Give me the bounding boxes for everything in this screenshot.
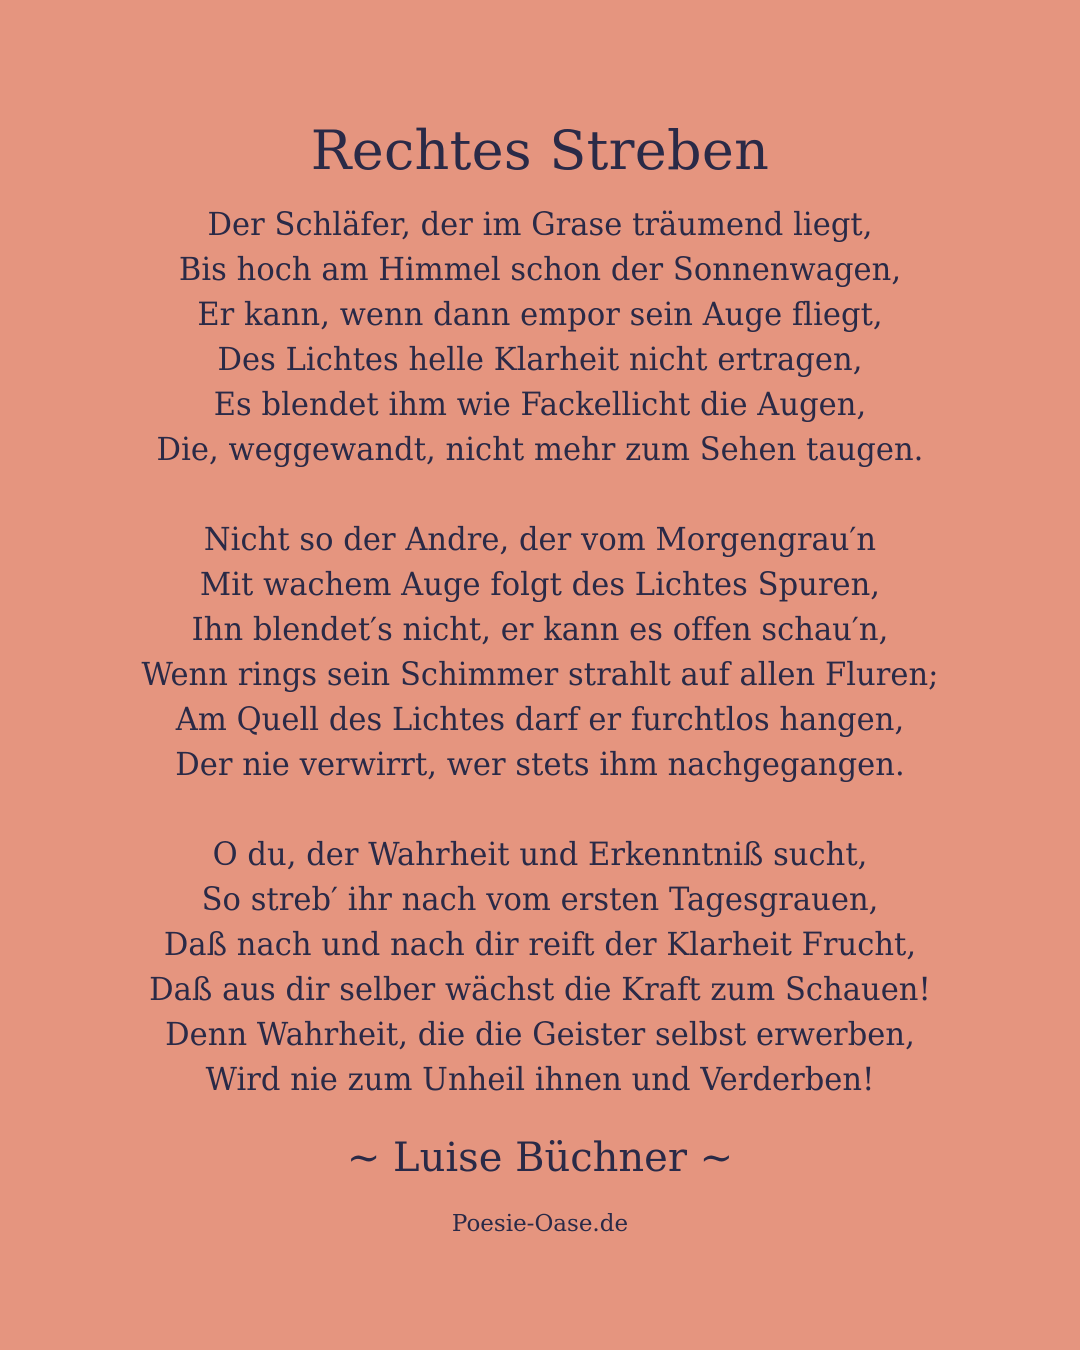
poem-line: Die, weggewandt, nicht mehr zum Sehen taugen. xyxy=(156,430,924,468)
poem-line: Daß aus dir selber wächst die Kraft zum Schauen! xyxy=(149,970,931,1008)
poem-line: Bis hoch am Himmel schon der Sonnenwagen, xyxy=(178,250,902,288)
poem-line: Er kann, wenn dann empor sein Auge fliegt, xyxy=(197,295,883,333)
poem-line: Der nie verwirrt, wer stets ihm nachgegangen. xyxy=(175,745,905,783)
poem-line: Wenn rings sein Schimmer strahlt auf allen Fluren; xyxy=(141,655,939,693)
poem-line: Denn Wahrheit, die die Geister selbst erwerben, xyxy=(165,1015,915,1053)
poem-line: Mit wachem Auge folgt des Lichtes Spuren, xyxy=(199,565,881,603)
poem-line: Wird nie zum Unheil ihnen und Verderben! xyxy=(205,1060,875,1098)
poem-line: O du, der Wahrheit und Erkenntniß sucht, xyxy=(212,835,868,873)
poem-author: ~ Luise Büchner ~ xyxy=(346,1135,734,1181)
poem-line: So streb′ ihr nach vom ersten Tagesgrauen, xyxy=(201,880,879,918)
poem-line: Der Schläfer, der im Grase träumend liegt, xyxy=(207,205,873,243)
stanza-1 xyxy=(0,202,1080,472)
poem-line: Ihn blendet′s nicht, er kann es offen schau′n, xyxy=(191,610,889,648)
poem-line: Es blendet ihm wie Fackellicht die Augen, xyxy=(213,385,867,423)
stanza-2 xyxy=(0,517,1080,787)
stanza-3 xyxy=(0,832,1080,1102)
poem-line: Des Lichtes helle Klarheit nicht ertragen, xyxy=(217,340,863,378)
poem-line: Daß nach und nach dir reift der Klarheit Frucht, xyxy=(163,925,917,963)
poem-title: Rechtes Streben xyxy=(310,119,770,182)
site-credit: Poesie-Oase.de xyxy=(451,1211,629,1237)
poem-line: Nicht so der Andre, der vom Morgengrau′n xyxy=(203,520,877,558)
poem-line: Am Quell des Lichtes darf er furchtlos hangen, xyxy=(175,700,905,738)
